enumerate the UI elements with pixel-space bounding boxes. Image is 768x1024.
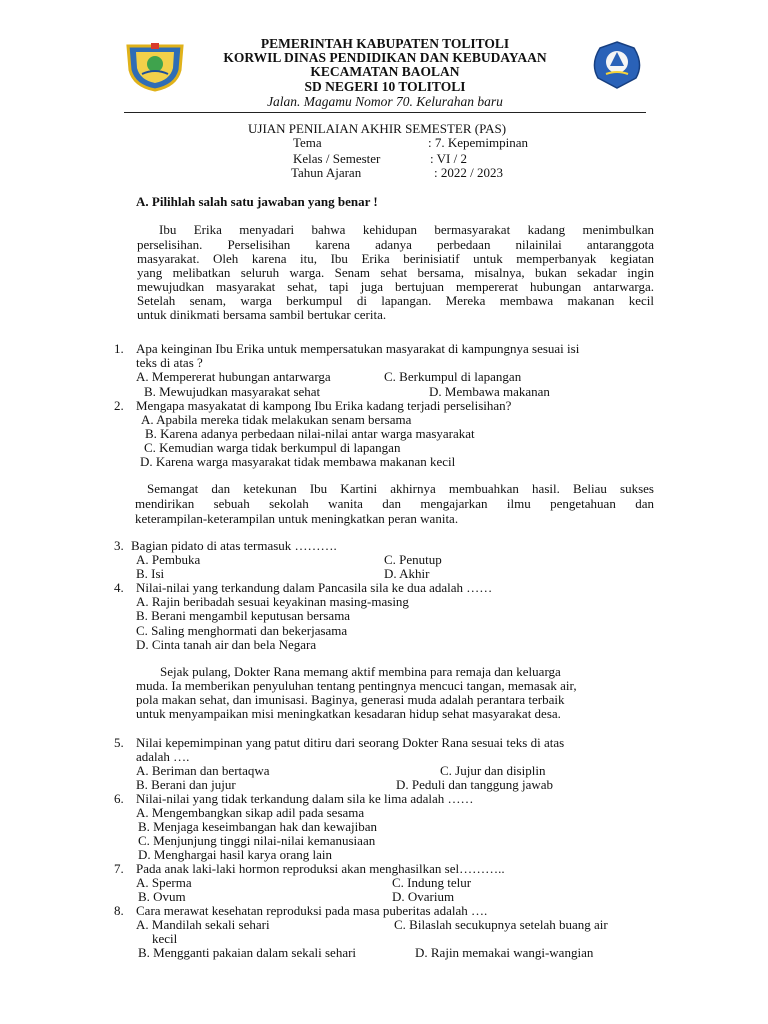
option-a: A. Mempererat hubungan antarwarga — [136, 369, 331, 384]
option-d: D. Ovarium — [392, 889, 455, 904]
option-d: D. Karena warga masyarakat tidak membawa makanan kecil — [140, 454, 456, 469]
passage3-line: Sejak pulang, Dokter Rana memang aktif membina para remaja dan keluarga — [160, 664, 561, 679]
option-c: C. Bilaslah secukupnya setelah buang air — [394, 917, 608, 932]
option-a: A. Rajin beribadah sesuai keyakinan masing-masing — [136, 594, 409, 609]
tema-label: Tema — [293, 135, 322, 150]
option-a: A. Mandilah sekali sehari — [136, 917, 270, 932]
question-text: Apa keinginan Ibu Erika untuk mempersatukan masyarakat di kampungnya sesuai isi — [136, 341, 580, 356]
option-a: A. Mengembangkan sikap adil pada sesama — [136, 805, 365, 820]
option-c: C. Saling menghormati dan bekerjasama — [136, 623, 348, 638]
option-d: D. Menghargai hasil karya orang lain — [138, 847, 332, 862]
option-b: B. Mengganti pakaian dalam sekali sehari — [138, 945, 357, 960]
tema-value: : 7. Kepemimpinan — [428, 135, 529, 150]
tahun-label: Tahun Ajaran — [291, 165, 362, 180]
option-b: B. Ovum — [138, 889, 186, 904]
option-b: B. Isi — [136, 566, 165, 581]
passage2-line: Semangat dan ketekunan Ibu Kartini akhirnya membuahkan hasil. Beliau sukses — [147, 481, 654, 496]
question-text: teks di atas ? — [136, 355, 203, 370]
option-b: B. Menjaga keseimbangan hak dan kewajiban — [138, 819, 377, 834]
option-c-continued: kecil — [152, 931, 178, 946]
header-school: SD NEGERI 10 TOLITOLI — [304, 79, 466, 94]
passage1-line: masyarakat. Oleh karena itu, Ibu Erika berinisiatif untuk memperbanyak kegiatan — [137, 251, 654, 266]
passage1-line: mewujudkan masyarakat sehat, tapi juga bertujuan mempererat hubungan antarwarga. — [137, 279, 654, 294]
exam-title: UJIAN PENILAIAN AKHIR SEMESTER (PAS) — [248, 121, 507, 136]
passage1-line: Setelah senam, warga berkumpul di lapangan. Mereka membawa makanan kecil — [137, 293, 654, 308]
option-b: B. Berani dan jujur — [136, 777, 236, 792]
passage1-line: untuk dinikmati bersama sambil bertukar cerita. — [137, 307, 387, 322]
header-district: KECAMATAN BAOLAN — [310, 64, 460, 79]
option-d: D. Cinta tanah air dan bela Negara — [136, 637, 317, 652]
question-text: Nilai kepemimpinan yang patut ditiru dari seorang Dokter Rana sesuai teks di atas — [136, 735, 565, 750]
header-address: Jalan. Magamu Nomor 70. Kelurahan baru — [267, 94, 503, 109]
question-text: adalah …. — [136, 749, 190, 764]
option-a: A. Pembuka — [136, 552, 201, 567]
option-c: C. Penutup — [384, 552, 442, 567]
question-text: Nilai-nilai yang tidak terkandung dalam sila ke lima adalah …… — [136, 791, 474, 806]
kelas-label: Kelas / Semester — [293, 151, 381, 166]
header-divider — [124, 112, 646, 113]
option-c: C. Indung telur — [392, 875, 472, 890]
passage2-line: keterampilan-keterampilan untuk meningkatkan peran wanita. — [135, 511, 459, 526]
passage3-line: untuk menyampaikan misi meningkatkan kesadaran hidup sehat masyarakat desa. — [136, 706, 561, 721]
passage1-line: Ibu Erika menyadari bahwa kehidupan bermasyarakat kadang menimbulkan — [159, 222, 654, 237]
option-d: D. Membawa makanan — [429, 384, 550, 399]
option-c: C. Menjunjung tinggi nilai-nilai kemanusiaan — [138, 833, 376, 848]
question-number: 8. — [114, 903, 124, 918]
passage3-line: muda. Ia memberikan penyuluhan tentang pentingnya mencuci tangan, memasak air, — [136, 678, 577, 693]
question-number: 6. — [114, 791, 124, 806]
question-text: Bagian pidato di atas termasuk ………. — [131, 538, 337, 553]
option-d: D. Peduli dan tanggung jawab — [396, 777, 554, 792]
header-government: PEMERINTAH KABUPATEN TOLITOLI — [260, 36, 510, 51]
passage2-line: mendirikan sebuah sekolah wanita dan mengajarkan ilmu pengetahuan dan — [135, 496, 654, 511]
option-c: C. Berkumpul di lapangan — [384, 369, 522, 384]
question-number: 5. — [114, 735, 124, 750]
question-text: Cara merawat kesehatan reproduksi pada masa puberitas adalah …. — [136, 903, 488, 918]
question-number: 1. — [114, 341, 124, 356]
tahun-value: : 2022 / 2023 — [434, 165, 503, 180]
passage3-line: pola makan sehat, dan imunisasi. Baginya, generasi muda adalah perantara terbaik — [136, 692, 565, 707]
passage1-line: perselisihan. Perselisihan karena adanya perbedaan nilainilai antaranggota — [137, 237, 654, 252]
question-text: Pada anak laki-laki hormon reproduksi akan menghasilkan sel……….. — [136, 861, 505, 876]
question-text: Mengapa masyakatat di kampong Ibu Erika kadang terjadi perselisihan? — [136, 398, 512, 413]
option-b: B. Karena adanya perbedaan nilai-nilai antar warga masyarakat — [145, 426, 475, 441]
question-number: 4. — [114, 580, 124, 595]
question-text: Nilai-nilai yang terkandung dalam Pancasila sila ke dua adalah …… — [136, 580, 493, 595]
question-number: 2. — [114, 398, 124, 413]
kelas-value: : VI / 2 — [430, 151, 467, 166]
option-b: B. Berani mengambil keputusan bersama — [136, 608, 351, 623]
option-c: C. Jujur dan disiplin — [440, 763, 546, 778]
option-a: A. Sperma — [136, 875, 192, 890]
option-b: B. Mewujudkan masyarakat sehat — [144, 384, 321, 399]
header-office: KORWIL DINAS PENDIDIKAN DAN KEBUDAYAAN — [223, 50, 547, 65]
option-a: A. Apabila mereka tidak melakukan senam bersama — [141, 412, 412, 427]
option-c: C. Kemudian warga tidak berkumpul di lapangan — [144, 440, 401, 455]
option-a: A. Beriman dan bertaqwa — [136, 763, 270, 778]
option-d: D. Rajin memakai wangi-wangian — [415, 945, 594, 960]
question-number: 7. — [114, 861, 124, 876]
passage1-line: yang melibatkan seluruh warga. Senam sehat bersama, misalnya, bukan sekadar ingin — [137, 265, 654, 280]
question-number: 3. — [114, 538, 124, 553]
option-d: D. Akhir — [384, 566, 430, 581]
section-a-instruction: A. Pilihlah salah satu jawaban yang benar ! — [136, 194, 378, 209]
